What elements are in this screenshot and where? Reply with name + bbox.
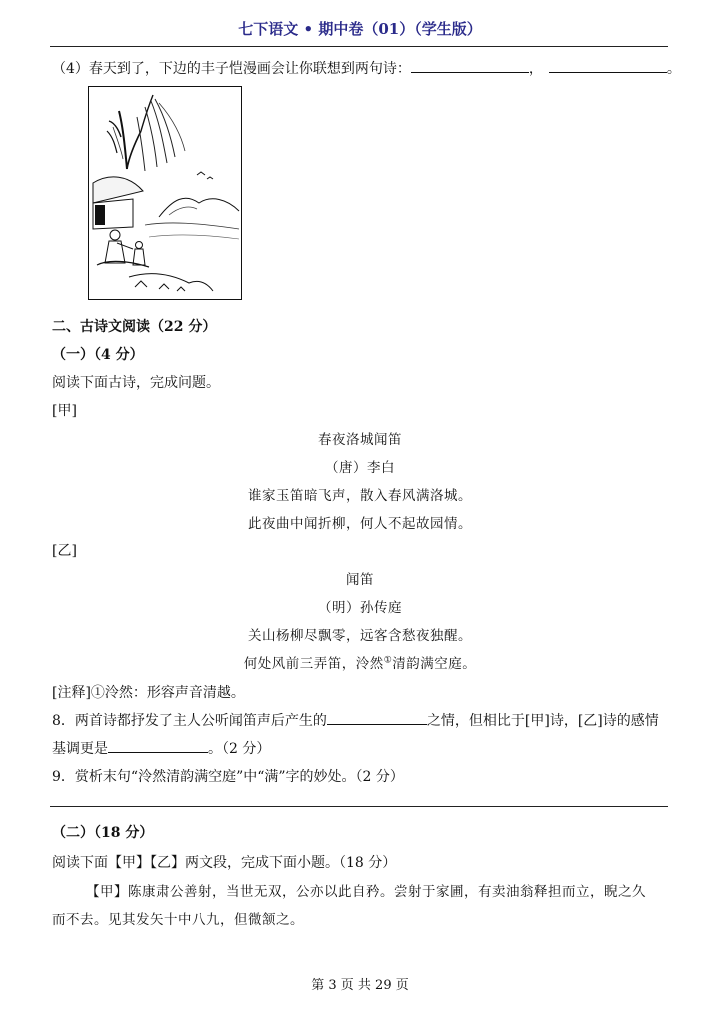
poem-1-author: （唐）李白 bbox=[325, 460, 395, 476]
poem-2-line-1: 关山杨柳尽飘零，远客含愁夜独醒。 bbox=[248, 628, 472, 644]
answer-blank-q8-2[interactable] bbox=[108, 738, 208, 753]
question-8-line-2 bbox=[52, 738, 270, 758]
part-1-title: （一）（4 分） bbox=[52, 347, 144, 363]
answer-blank-1[interactable] bbox=[411, 58, 529, 73]
question-9: 9．赏析末句“泠然清韵满空庭”中“满”字的妙处。（2 分） bbox=[52, 769, 404, 785]
passage-jia-line-1: 【甲】陈康肃公善射，当世无双，公亦以此自矜。尝射于家圃，有卖油翁释担而立，睨之久 bbox=[86, 884, 646, 900]
question-4-text: （4）春天到了，下边的丰子恺漫画会让你联想到两句诗： bbox=[52, 61, 411, 77]
page-number: 第 3 页 共 29 页 bbox=[311, 978, 409, 993]
annotation-note: [注释]①泠然：形容声音清越。 bbox=[52, 685, 245, 701]
footnote-marker: ① bbox=[383, 655, 393, 666]
answer-area-divider bbox=[50, 806, 668, 807]
illustration-image bbox=[88, 86, 242, 300]
answer-blank-q8-1[interactable] bbox=[327, 710, 427, 725]
question-8-line-1 bbox=[52, 710, 659, 730]
question-8-text-c: 基调更是 bbox=[52, 741, 108, 757]
poem-2-author: （明）孙传庭 bbox=[318, 600, 402, 616]
poem-1-line-1: 谁家玉笛暗飞声，散入春风满洛城。 bbox=[248, 488, 472, 504]
part-2-instruction: 阅读下面【甲】【乙】两文段，完成下面小题。（18 分） bbox=[52, 855, 397, 871]
question-4-sep: ， bbox=[528, 61, 543, 77]
poem-2-line-2-part-b: 清韵满空庭。 bbox=[392, 656, 477, 672]
poem-1-line-2: 此夜曲中闻折柳，何人不起故园情。 bbox=[248, 516, 472, 532]
answer-blank-2[interactable] bbox=[549, 58, 667, 73]
question-8-text-a: 8．两首诗都抒发了主人公听闻笛声后产生的 bbox=[52, 713, 327, 729]
page-header-title: 七下语文 • 期中卷（01）（学生版） bbox=[238, 20, 482, 38]
question-4 bbox=[52, 58, 681, 78]
question-4-end: 。 bbox=[666, 61, 681, 77]
ink-painting-illustration bbox=[89, 87, 241, 299]
label-jia: [甲] bbox=[52, 403, 77, 419]
question-8-text-d: 。（2 分） bbox=[208, 741, 271, 757]
question-8-text-b: 之情，但相比于[甲]诗，[乙]诗的感情 bbox=[426, 713, 659, 729]
poem-2-line-2-part-a: 何处风前三弄笛，泠然 bbox=[243, 656, 384, 672]
header-divider bbox=[50, 46, 668, 47]
poem-2-title: 闻笛 bbox=[346, 572, 374, 588]
part-2-title: （二）（18 分） bbox=[52, 825, 154, 841]
poem-1-title: 春夜洛城闻笛 bbox=[318, 432, 402, 448]
poem-2-line-2 bbox=[0, 652, 720, 672]
part-1-instruction: 阅读下面古诗，完成问题。 bbox=[52, 375, 220, 391]
label-yi: [乙] bbox=[52, 543, 77, 559]
passage-jia-line-2: 而不去。见其发矢十中八九，但微颔之。 bbox=[52, 912, 304, 928]
section-2-title: 二、古诗文阅读（22 分） bbox=[52, 319, 217, 335]
